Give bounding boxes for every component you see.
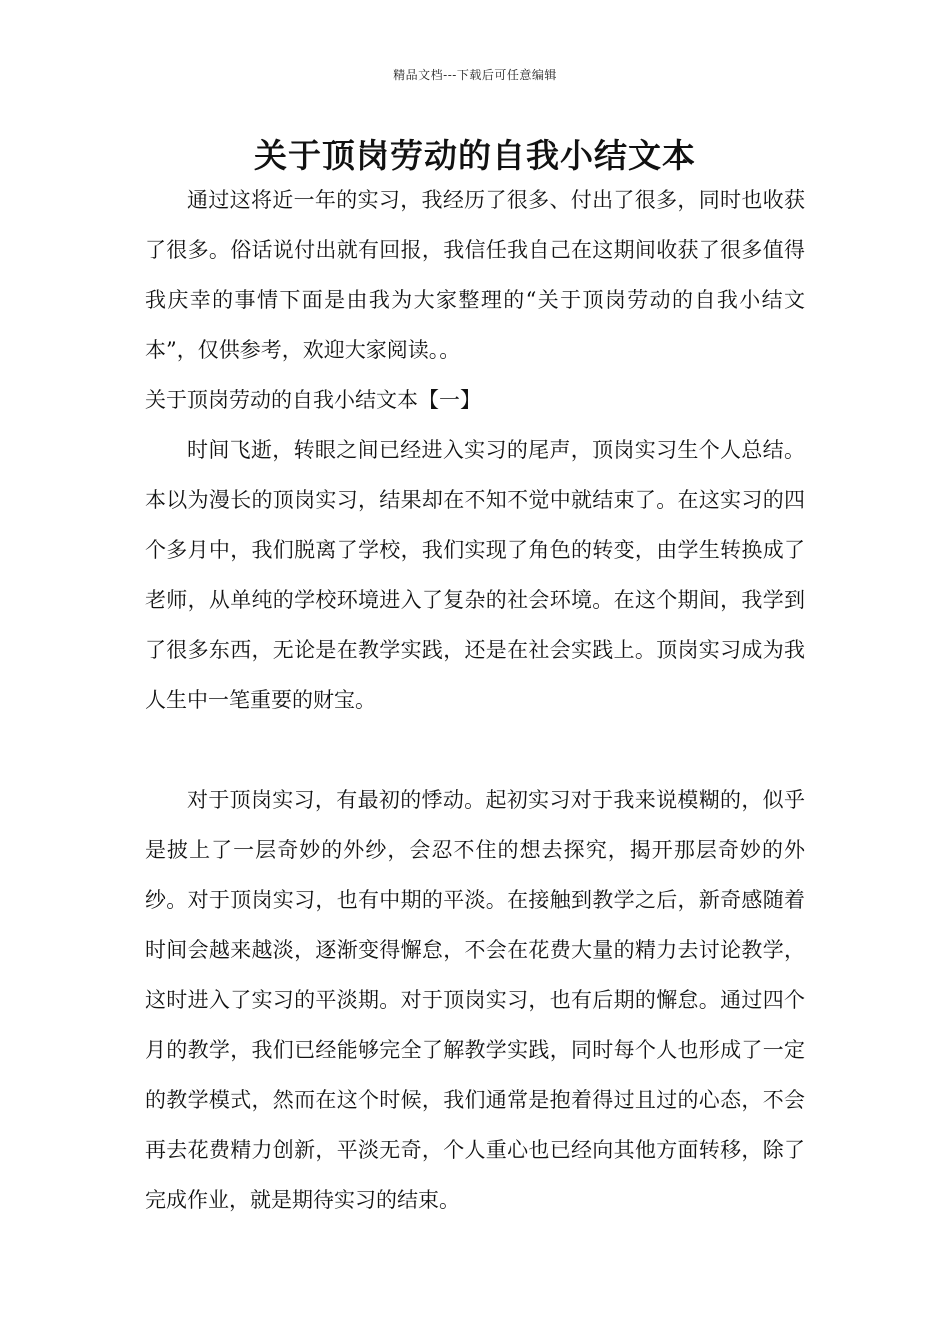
body-paragraph-1: 时间飞逝，转眼之间已经进入实习的尾声，顶岗实习生个人总结。本以为漫长的顶岗实习，结果却在不知不觉中就结束了。在这实习的四个多月中，我们脱离了学校，我们实现了角色的转变，由学生转换成了老师，从单纯的学校环境进入了复杂的社会环境。在这个期间，我学到了很多东西，无论是在教学实践，还是在社会实践上。顶岗实习成为我人生中一笔重要的财宝。 (145, 438, 805, 712)
intro-paragraph: 通过这将近一年的实习，我经历了很多、付出了很多，同时也收获了很多。俗话说付出就有回报，我信任我自己在这期间收获了很多值得我庆幸的事情下面是由我为大家整理的“关于顶岗劳动的自我小结文本”，仅供参考，欢迎大家阅读。。 (145, 188, 805, 362)
header-note: 精品文档---下载后可任意编辑 (393, 68, 557, 82)
body-paragraph-2: 对于顶岗实习，有最初的悸动。起初实习对于我来说模糊的，似乎是披上了一层奇妙的外纱，会忍不住的想去探究，揭开那层奇妙的外纱。对于顶岗实习，也有中期的平淡。在接触到教学之后，新奇感随着时间会越来越淡，逐渐变得懈怠，不会在花费大量的精力去讨论教学，这时进入了实习的平淡期。对于顶岗实习，也有后期的懈怠。通过四个月的教学，我们已经能够完全了解教学实践，同时每个人也形成了一定的教学模式，然而在这个时候，我们通常是抱着得过且过的心态，不会再去花费精力创新，平淡无奇，个人重心也已经向其他方面转移，除了完成作业，就是期待实习的结束。 (145, 788, 805, 1212)
section-heading: 关于顶岗劳动的自我小结文本【一】 (145, 388, 481, 412)
document-title: 关于顶岗劳动的自我小结文本 (254, 136, 696, 175)
